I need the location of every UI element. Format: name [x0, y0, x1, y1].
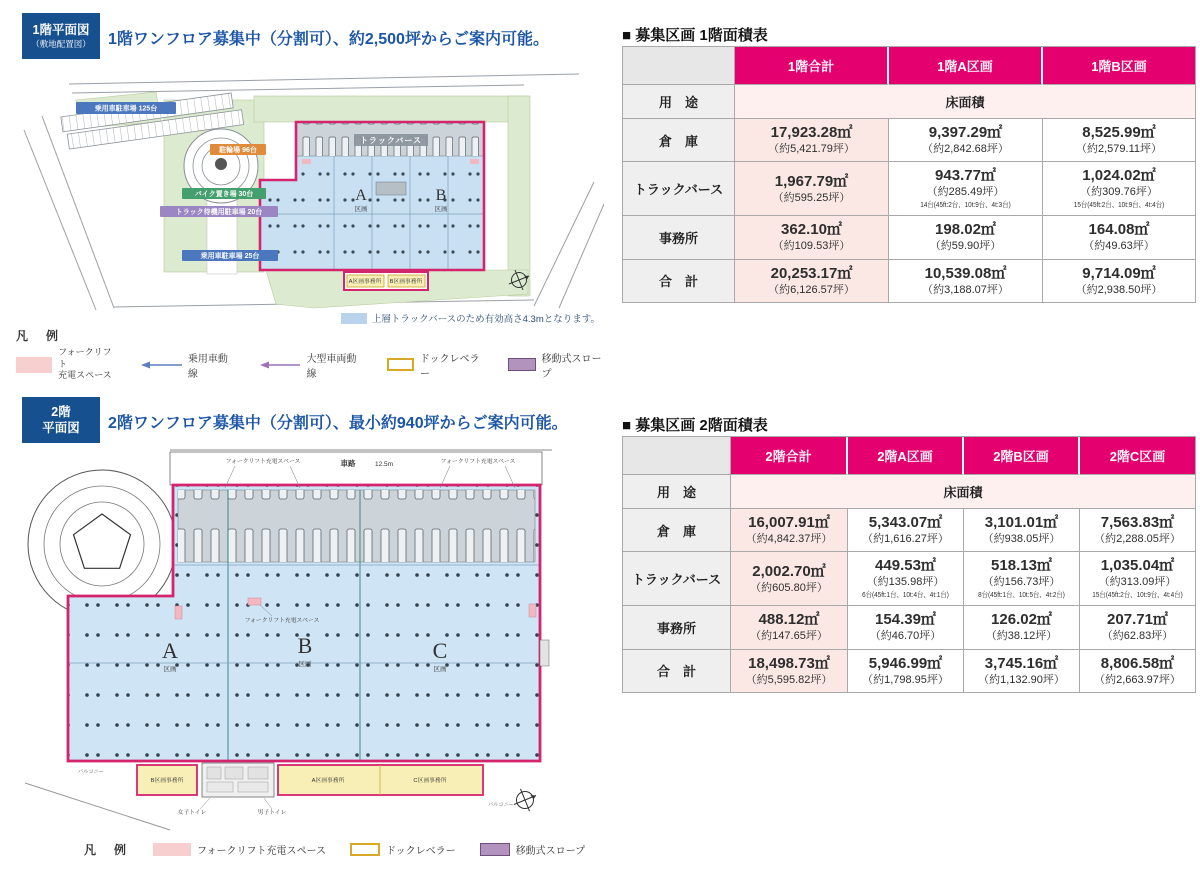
usage-value: 床面積: [735, 85, 1196, 119]
table-row: トラックバース 1,967.79㎡ （約595.25坪） 943.77㎡ （約285.49坪） 14台(45ft:2台、10t:9台、4t:3台) 1,024.02㎡ （約309.76坪） 15台(45ft:2台、10t:9台、4t:4台): [623, 162, 1196, 216]
col-header-c: 2階C区画: [1080, 437, 1196, 475]
forklift-space: [175, 606, 182, 619]
light-blue-swatch: [341, 313, 367, 324]
truck-berth-label: トラックバース: [360, 136, 422, 145]
legend-item-forklift: [153, 842, 326, 857]
car-flow-arrow-icon: [140, 360, 181, 370]
balcony-label: バルコニー: [78, 769, 104, 775]
svg-text:バイク置き場 30台: バイク置き場 30台: [194, 191, 254, 198]
zone-a-suffix: 区画: [163, 666, 177, 673]
area-table-1f: [622, 46, 1196, 303]
area-table-2f: [622, 436, 1196, 693]
usage-value: 床面積: [731, 475, 1196, 509]
usage-row: [623, 475, 1196, 509]
legend-title: 凡 例: [16, 329, 62, 343]
zone-c-letter: C: [432, 638, 448, 663]
office-a-label: A区画事務所: [311, 778, 345, 784]
balcony-label: バルコニー: [488, 802, 514, 808]
label-parking-125: [76, 102, 176, 114]
office-c-label: C区画事務所: [413, 778, 447, 784]
mobile-slope-swatch: [508, 358, 535, 371]
forklift-space: [248, 598, 261, 605]
svg-text:トラック待機用駐車場 20台: トラック待機用駐車場 20台: [175, 209, 263, 216]
label-parking-25: [182, 250, 278, 261]
svg-text:乗用車駐車場 25台: 乗用車駐車場 25台: [200, 253, 260, 260]
table-row: 倉 庫 17,923.28㎡ （約5,421.79坪） 9,397.29㎡ （約2,842.68坪） 8,525.99㎡ （約2,579.11坪）: [623, 119, 1196, 162]
forklift-space: [302, 159, 311, 164]
corner-cell: [623, 47, 735, 85]
svg-text:駐輪場 96台: 駐輪場 96台: [219, 147, 257, 154]
office-a-label: A区画事務所: [348, 279, 382, 285]
car-flow-label: 乗用車動線: [187, 353, 228, 380]
table-row: 倉 庫 16,007.91㎡ （約4,842.37坪） 5,343.07㎡ （約1,616.27坪） 3,101.01㎡ （約938.05坪） 7,563.83㎡ （約2,288.05坪）: [623, 509, 1196, 552]
zone-b-suffix: 区画: [434, 206, 448, 213]
label-bike-30: [182, 188, 266, 199]
col-header-b: 2階B区画: [964, 437, 1080, 475]
table-header-row: [623, 437, 1196, 475]
usage-row: [623, 85, 1196, 119]
forklift-space: [529, 604, 536, 617]
floor1-badge: [22, 13, 100, 59]
table-row: 事務所 488.12㎡ （約147.65坪） 154.39㎡ （約46.70坪） 126.02㎡ （約38.12坪） 207.71㎡ （約62.83坪）: [623, 606, 1196, 649]
table-2f-title: ■ 募集区画 2階面積表: [622, 417, 768, 434]
forklift-swatch: [16, 357, 52, 373]
stair-block: [540, 640, 549, 666]
col-header-total: 2階合計: [731, 437, 848, 475]
office-boxes-1f: [344, 272, 428, 290]
legend-item-large-vehicle-flow: [259, 350, 361, 380]
forklift-note-left: フォークリフト充電スペース: [225, 459, 301, 465]
floor1-headline: 1階ワンフロア募集中（分割可）、約2,500坪からご案内可能。: [108, 31, 549, 48]
table-row: 合 計 18,498.73㎡ （約5,595.82坪） 5,946.99㎡ （約1,798.95坪） 3,745.16㎡ （約1,132.90坪） 8,806.58㎡ （約2,663.97坪）: [623, 650, 1196, 693]
badge-line2: 平面図: [42, 421, 80, 435]
roadway-label: 車路: [340, 459, 356, 468]
col-header-b: 1階B区画: [1043, 47, 1196, 85]
wc-women-label: 女子トイレ: [177, 810, 207, 816]
zone-b-letter: B: [297, 633, 313, 658]
dock-leveler-swatch: [350, 843, 380, 856]
dock-leveler-label: ドックレベラー: [386, 846, 456, 857]
zone-b-letter: B: [435, 187, 447, 204]
forklift-space: [470, 159, 479, 164]
corner-cell: [623, 437, 731, 475]
col-header-a: 1階A区画: [889, 47, 1043, 85]
upper-berth-note-text: 上層トラックバースのため有効高さ4.3mとなります。: [371, 314, 600, 325]
wc-men-label: 男子トイレ: [257, 810, 287, 816]
site-plan-1f: [14, 64, 604, 312]
usage-label: 用 途: [623, 85, 735, 119]
legend-item-dock-leveler: [350, 842, 456, 857]
legend-2f: [84, 841, 585, 858]
label-cycle-96: [210, 144, 266, 155]
large-vehicle-flow-label: 大型車両動線: [306, 353, 357, 380]
toilet-annotations: [178, 798, 287, 816]
badge-line2: （敷地配置図）: [31, 38, 91, 49]
table-header-row: [623, 47, 1196, 85]
legend-1f: [14, 311, 604, 381]
office-boxes-2f: [137, 763, 483, 797]
large-vehicle-flow-arrow-icon: [259, 360, 300, 370]
zone-a-letter: A: [162, 638, 178, 663]
zone-a-suffix: 区画: [354, 206, 368, 213]
office-b-label: B区画事務所: [150, 778, 184, 784]
floor2-badge: [22, 397, 100, 443]
core-block: [376, 182, 406, 195]
upper-berth-note: [341, 311, 600, 325]
badge-line1: 2階: [51, 404, 71, 419]
table-row: 合 計 20,253.17㎡ （約6,126.57坪） 10,539.08㎡ （約3,188.07坪） 9,714.09㎡ （約2,938.50坪）: [623, 260, 1196, 303]
table-row: トラックバース 2,002.70㎡ （約605.80坪） 449.53㎡ （約135.98坪） 6台(45ft:1台、10t:4台、4t:1台) 518.13㎡ （約156.73坪） 8台(45ft:1台、10t:5台、4t:2台) 1,035.04㎡ （約313.09坪） 15台(45ft:2台、10t:9台、4t:4台): [623, 552, 1196, 606]
legend-item-forklift: [16, 347, 114, 382]
dock-leveler-swatch: [387, 358, 414, 371]
legend-item-mobile-slope: [480, 842, 586, 857]
office-b-label: B区画事務所: [389, 279, 423, 285]
forklift-label: フォークリフト充電スペース: [197, 846, 327, 857]
forklift-note-mid: フォークリフト充電スペース: [244, 618, 320, 624]
legend-item-mobile-slope: [508, 350, 604, 380]
label-truck-wait-20: [160, 206, 278, 217]
col-header-total: 1階合計: [735, 47, 889, 85]
table-row: 事務所 362.10㎡ （約109.53坪） 198.02㎡ （約59.90坪） 164.08㎡ （約49.63坪）: [623, 216, 1196, 259]
table-1f-title: ■ 募集区画 1階面積表: [622, 27, 768, 44]
dimension-label: 12.5m: [374, 461, 394, 468]
floor2-headline: 2階ワンフロア募集中（分割可）、最小約940坪からご案内可能。: [108, 415, 568, 432]
legend-item-car-flow: [140, 350, 233, 380]
zone-a-letter: A: [355, 187, 367, 204]
forklift-swatch: [153, 843, 191, 856]
floor-plan-2f: [20, 448, 585, 833]
compass-icon: [514, 789, 536, 811]
legend-title: 凡 例: [84, 843, 130, 857]
mobile-slope-label: 移動式スロープ: [541, 353, 602, 380]
forklift-note-right: フォークリフト充電スペース: [440, 459, 516, 465]
badge-line1: 1階平面図: [32, 23, 90, 38]
col-header-a: 2階A区画: [848, 437, 964, 475]
truck-row-2f: [178, 490, 535, 562]
mobile-slope-swatch: [480, 843, 510, 856]
forklift-label: フォークリフト 充電スペース: [58, 347, 112, 381]
dock-leveler-label: ドックレベラー: [419, 353, 480, 380]
roadway-band: [170, 452, 542, 485]
usage-label: 用 途: [623, 475, 731, 509]
legend-item-dock-leveler: [387, 350, 483, 380]
svg-text:乗用車駐車場 125台: 乗用車駐車場 125台: [94, 105, 158, 113]
mobile-slope-label: 移動式スロープ: [515, 846, 586, 857]
zone-c-suffix: 区画: [433, 666, 447, 673]
zone-b-suffix: 区画: [298, 661, 312, 668]
